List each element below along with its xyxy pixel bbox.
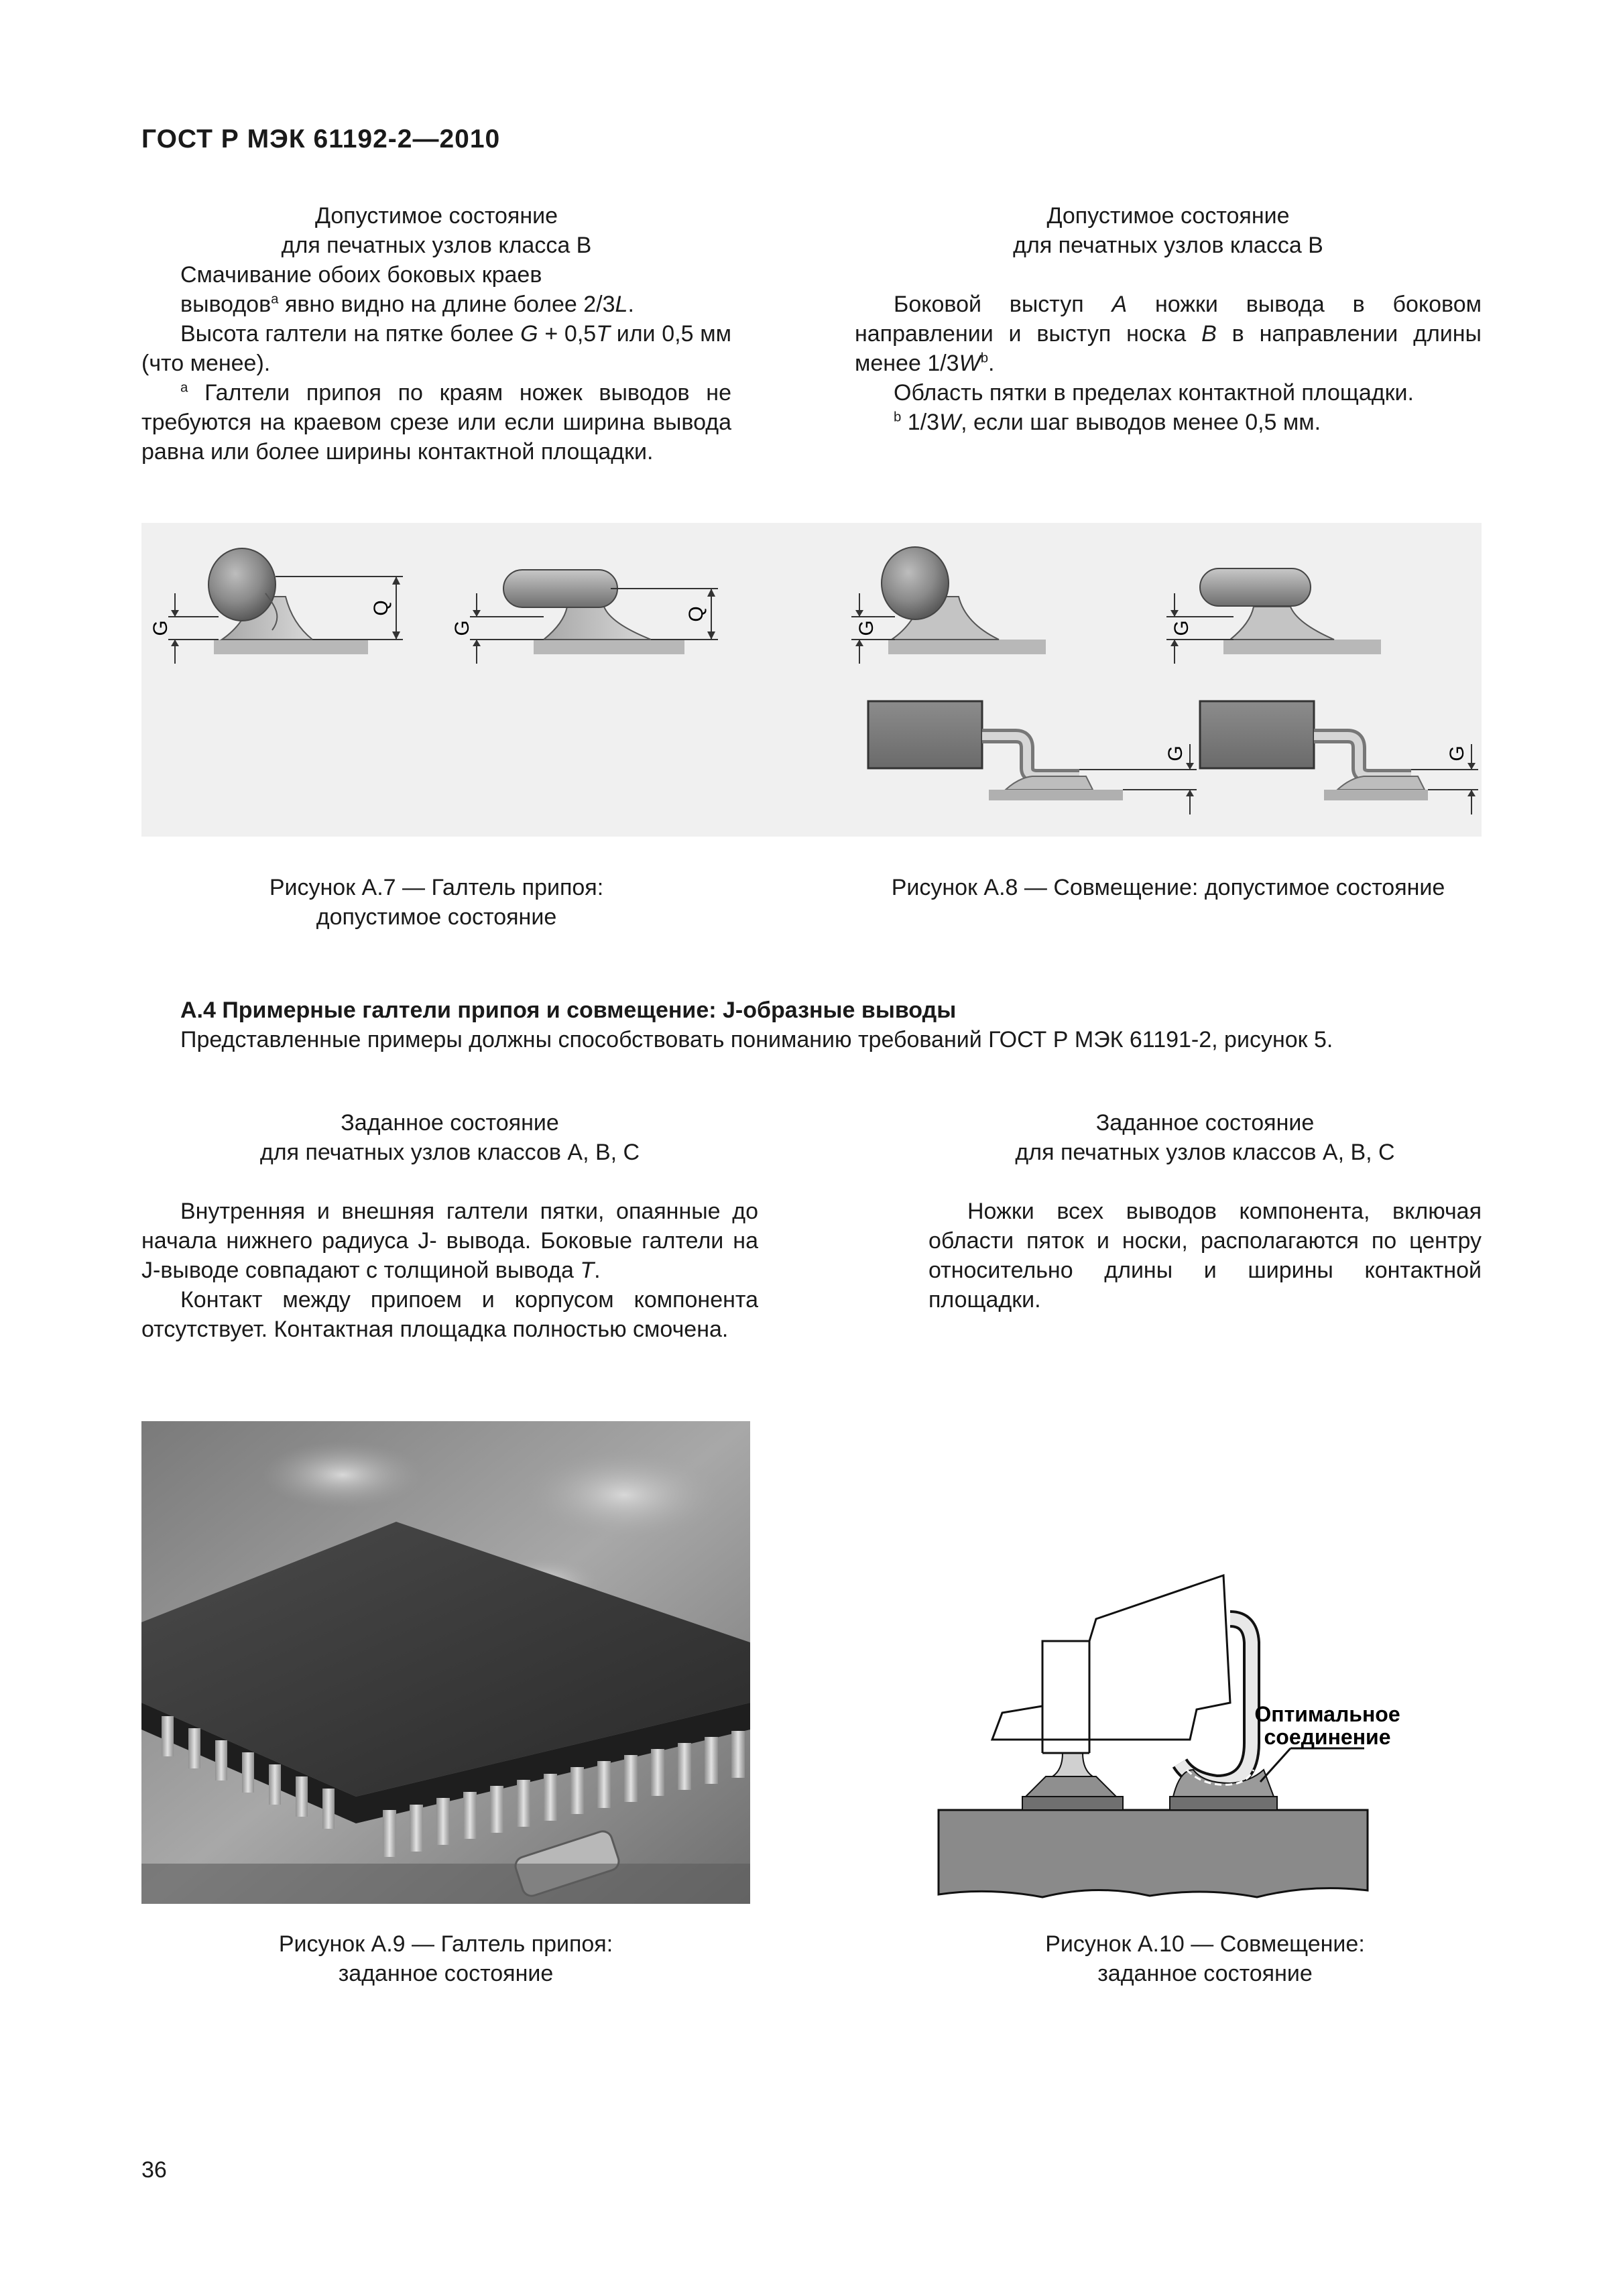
- fig-a8-title-line2: для печатных узлов класса В: [1013, 233, 1323, 258]
- fig-a7-caption-line2: допустимое состояние: [316, 904, 557, 930]
- fig-a7-caption: [141, 873, 731, 932]
- fig-a10-description: [928, 1108, 1482, 1315]
- fig-a8-diagram: [851, 523, 1482, 837]
- fig-a9-description: [141, 1108, 758, 1344]
- a7-pad-2: [534, 640, 684, 654]
- section-a4-intro: Представленные примеры должны способствовать пониманию требований ГОСТ Р МЭК 61191-2, рисунок 5.: [180, 1027, 1333, 1052]
- a7-g-label-2: G: [451, 620, 473, 636]
- optimal-joint-label-line2: соединение: [1264, 1725, 1391, 1749]
- a8-gullwing-bottom-left: [868, 701, 1197, 814]
- pad-right: [1170, 1797, 1277, 1810]
- fig-a7-caption-line1: Рисунок А.7 — Галтель припоя:: [269, 875, 604, 900]
- fig-a10-caption: [928, 1929, 1482, 1988]
- fig-a10-title-line1: Заданное состояние: [1095, 1110, 1315, 1136]
- fig-a9-contact: Контакт между припоем и корпусом компонента отсутствует. Контактная площадка полностью смочена.: [141, 1287, 758, 1342]
- fig-a8-description: [855, 201, 1482, 437]
- fig-a8-side-overhang: Боковой выступ A ножки вывода в боковом направлении и выступ носка B в направлении длины менее $1/3W^b$.: [855, 292, 1482, 376]
- fig-a7-title-line1: Допустимое состояние: [314, 203, 558, 229]
- a8-round-lead-top-left: [851, 547, 1046, 664]
- fig-a8-footnote: $^b$ 1/3W, если шаг выводов менее 0,5 мм.: [894, 410, 1321, 435]
- a8-gullwing-bottom-right: [1200, 701, 1478, 814]
- fig-a9-photo: [141, 1421, 750, 1904]
- fig-a7-description: [141, 201, 731, 467]
- a8-flat-lead-top-right: [1166, 568, 1381, 664]
- a8-g-label-1: G: [855, 620, 878, 636]
- fig-a9-caption-line1: Рисунок А.9 — Галтель припоя:: [278, 1931, 613, 1957]
- document-header: ГОСТ Р МЭК 61192-2—2010: [141, 125, 501, 154]
- component-body: [992, 1575, 1230, 1740]
- a7-round-lead-drawing: [149, 548, 403, 664]
- fig-a8-caption: Рисунок А.8 — Совмещение: допустимое состояние: [891, 875, 1445, 900]
- section-a4-heading: А.4 Примерные галтели припоя и совмещение: J-образные выводы: [180, 998, 957, 1023]
- fig-a10-caption-line2: заданное состояние: [1097, 1961, 1313, 1986]
- fig-a10-caption-line1: Рисунок А.10 — Совмещение:: [1045, 1931, 1365, 1957]
- fig-a7-diagram: [141, 523, 745, 837]
- optimal-joint-label-line1: Оптимальное: [1254, 1702, 1400, 1726]
- fig-a9-caption: [141, 1929, 750, 1988]
- fig-a9-fillets: Внутренняя и внешняя галтели пятки, опаянные до начала нижнего радиуса J- вывода. Боковые галтели на J-выводе совпадают с толщиной вывода T.: [141, 1199, 758, 1283]
- a7-q-label-2: Q: [685, 606, 707, 622]
- fig-a7-wetting-line1: Смачивание обоих боковых краев: [180, 262, 542, 288]
- page-number: 36: [141, 2157, 167, 2183]
- fig-a7-title-line2: для печатных узлов класса В: [281, 233, 592, 258]
- fig-a10-title-line2: для печатных узлов классов А, В, С: [1015, 1140, 1395, 1165]
- section-a4: [141, 995, 1482, 1054]
- a7-q-label-1: Q: [370, 600, 392, 616]
- a7-flat-lead-drawing: [451, 570, 718, 664]
- fig-a8-title-line1: Допустимое состояние: [1046, 203, 1290, 229]
- fig-a9-caption-line2: заданное состояние: [338, 1961, 554, 1986]
- a7-pad-1: [214, 640, 368, 654]
- fig-a7-wetting-line2: выводов$^a$ явно видно на длине более 2/3L.: [180, 292, 634, 317]
- fig-a10-placement: Ножки всех выводов компонента, включая области пяток и носки, располагаются по центру относительно длины и ширины контактной площадки.: [928, 1199, 1482, 1313]
- a7-flat-lead: [503, 570, 617, 607]
- fig-a8-heel-area: Область пятки в пределах контактной площадки.: [894, 380, 1414, 406]
- a7-ball-lead: [208, 548, 276, 621]
- a8-g-label-2: G: [1170, 620, 1193, 636]
- a8-g-label-4: G: [1446, 745, 1468, 762]
- a7-fillet-2: [544, 607, 651, 640]
- pcb-board: [939, 1810, 1368, 1897]
- a7-g-label-1: G: [149, 620, 172, 636]
- fig-a9-title-line2: для печатных узлов классов А, В, С: [259, 1140, 640, 1165]
- fig-a9-title-line1: Заданное состояние: [341, 1110, 559, 1136]
- fig-a7-heel-height: Высота галтели на пятке более G + 0,5T или 0,5 мм (что менее).: [141, 321, 732, 376]
- pad-left: [1022, 1797, 1123, 1810]
- fig-a7-footnote: $^a$ Галтели припоя по краям ножек выводов не требуются на краевом срезе или если ширина вывода равна или более ширины контактной площадки.: [141, 380, 731, 465]
- a8-g-label-3: G: [1164, 745, 1187, 762]
- fig-a10-diagram: [935, 1569, 1400, 1904]
